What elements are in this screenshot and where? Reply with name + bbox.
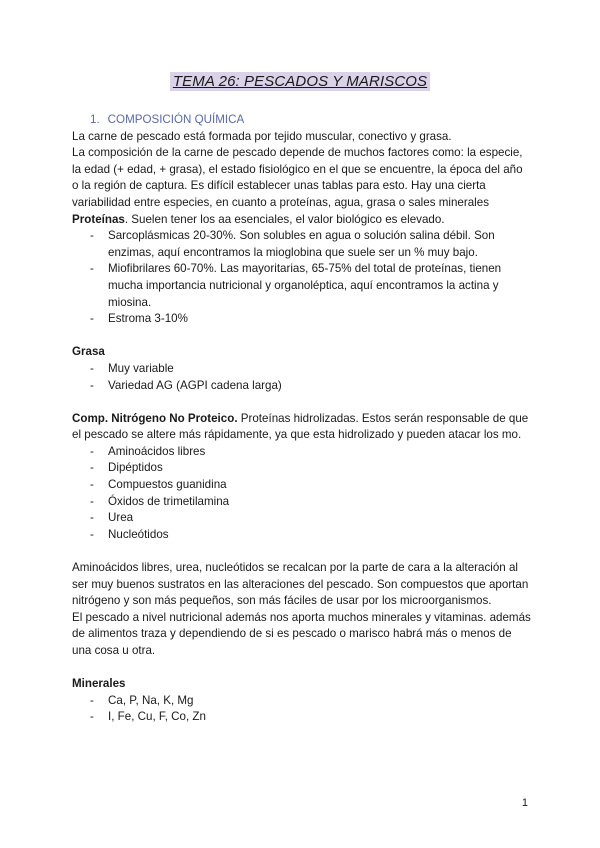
nitrogeno-list — [72, 444, 532, 544]
proteinas-list — [72, 228, 532, 328]
list-item: - Sarcoplásmicas 20-30%. Son solubles en agua o solución salina débil. Son enzimas, aquí encontramos la mioglobina que suele ser un % muy bajo. — [90, 228, 532, 261]
document-title: TEMA 26: PESCADOS Y MARISCOS — [170, 72, 430, 91]
list-item: - Ca, P, Na, K, Mg — [90, 693, 532, 710]
nitrogeno-paragraph — [72, 411, 532, 444]
list-item: - Nucleótidos — [90, 527, 532, 544]
spacer — [72, 394, 532, 411]
grasa-list — [72, 361, 532, 394]
spacer — [72, 328, 532, 345]
list-item: - Estroma 3-10% — [90, 311, 532, 328]
proteinas-paragraph — [72, 212, 532, 229]
title-container — [0, 72, 600, 91]
list-item: - Aminoácidos libres — [90, 444, 532, 461]
body-paragraph-1: Aminoácidos libres, urea, nucleótidos se recalcan por la parte de cara a la alteración al ser muy buenos sustratos en las alteraciones del pescado. Son compuestos que aportan nitrógeno y son más pequeños, son más fáciles de usar por los microorganismos. — [72, 561, 529, 608]
spacer — [72, 660, 532, 677]
list-item: - Urea — [90, 510, 532, 527]
list-item: - I, Fe, Cu, F, Co, Zn — [90, 709, 532, 726]
list-item: - Variedad AG (AGPI cadena larga) — [90, 378, 532, 395]
proteinas-label: Proteínas — [72, 212, 125, 226]
section-number: 1. — [90, 113, 100, 126]
document-body — [72, 112, 532, 726]
list-item: - Óxidos de trimetilamina — [90, 494, 532, 511]
section-heading-text: COMPOSICIÓN QUÍMICA — [107, 113, 245, 126]
intro-paragraph-2: La composición de la carne de pescado depende de muchos factores como: la especie, la edad (+ edad, + grasa), el estado fisiológico en el que se encuentre, la época del año o la región de captura. Es difícil establecer unas tablas para esto. Hay una cierta variabilidad entre especies, en cuanto a proteínas, agua, grasa o sales minerales — [72, 146, 523, 209]
minerales-list — [72, 693, 532, 726]
spacer — [72, 543, 532, 560]
nitrogeno-text: Proteínas hidrolizadas. Estos serán responsable de que el pescado se altere más rápidamente, ya que esta hidrolizado y pueden atacar los mo. — [72, 411, 529, 442]
intro-paragraph-1: La carne de pescado está formada por tejido muscular, conectivo y grasa. — [72, 129, 452, 143]
list-item: - Miofibrilares 60-70%. Las mayoritarias, 65-75% del total de proteínas, tienen mucha importancia nutricional y organoléptica, aquí encontramos la actina y miosina. — [90, 261, 532, 311]
grasa-heading: Grasa — [72, 345, 105, 359]
section-heading — [72, 112, 532, 129]
proteinas-text: . Suelen tener los aa esenciales, el valor biológico es elevado. — [124, 212, 445, 226]
list-item: - Dipéptidos — [90, 460, 532, 477]
body-paragraph-2: El pescado a nivel nutricional además nos aporta muchos minerales y vitaminas. además de alimentos traza y dependiendo de si es pescado o marisco habrá más o menos de una cosa u otra. — [72, 610, 531, 657]
list-item: - Compuestos guanidina — [90, 477, 532, 494]
page-number: 1 — [521, 797, 528, 809]
minerales-heading: Minerales — [72, 677, 126, 691]
list-item: - Muy variable — [90, 361, 532, 378]
nitrogeno-label: Comp. Nitrógeno No Proteico. — [72, 411, 238, 425]
